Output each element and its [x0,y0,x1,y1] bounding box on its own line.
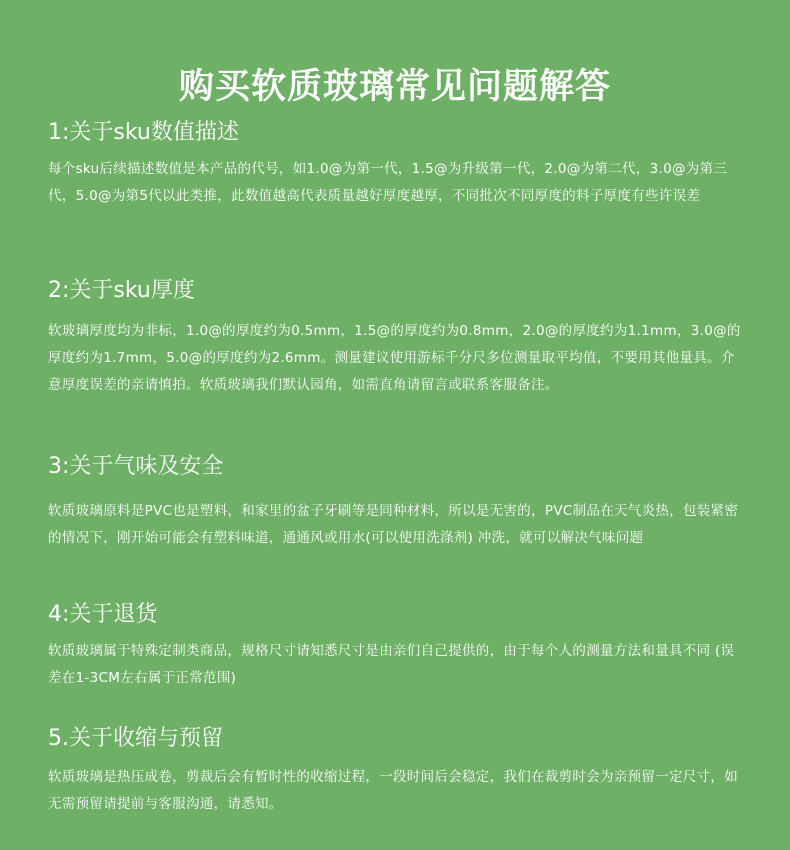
section-heading: 1:关于sku数值描述 [48,120,239,145]
faq-section-sku-value [48,118,748,210]
faq-section-sku-thickness [48,276,748,399]
section-heading: 5.关于收缩与预留 [48,726,223,751]
section-body: 软质玻璃原料是PVC也是塑料，和家里的盆子牙刷等是同种材料，所以是无害的，PVC制品在天气炎热，包装紧密的情况下，刚开始可能会有塑料味道，通通风或用水(可以使用洗涤剂) 冲洗，就可以解决气味问题 [48,503,739,546]
section-body: 软质玻璃是热压成卷，剪裁后会有暂时性的收缩过程，一段时间后会稳定，我们在裁剪时会为亲预留一定尺寸，如无需预留请提前与客服沟通，请悉知。 [48,769,738,812]
section-heading: 2:关于sku厚度 [48,278,195,303]
section-body: 每个sku后续描述数值是本产品的代号，如1.0@为第一代，1.5@为升级第一代，2.0@为第二代，3.0@为第三代，5.0@为第5代以此类推，此数值越高代表质量越好厚度越厚，不同批次不同厚度的料子厚度有些许误差 [48,161,728,204]
page-title: 购买软质玻璃常见问题解答 [178,67,611,108]
section-body: 软玻璃厚度均为非标，1.0@的厚度约为0.5mm，1.5@的厚度约为0.8mm，2.0@的厚度约为1.1mm，3.0@的厚度约为1.7mm，5.0@的厚度约为2.6mm。测量建议使用游标千分尺多位测量取平均值，不要用其他量具。介意厚度误差的亲请慎拍。软质玻璃我们默认园角，如需直角请留言或联系客服备注。 [48,323,741,393]
faq-section-returns [48,600,748,692]
faq-section-odor-safety [48,452,748,552]
faq-section-shrinkage [48,724,748,818]
section-body: 软质玻璃属于特殊定制类商品，规格尺寸请知悉尺寸是由亲们自己提供的，由于每个人的测量方法和量具不同 (误差在1-3CM左右属于正常范围) [48,643,735,686]
section-heading: 4:关于退货 [48,602,158,627]
section-heading: 3:关于气味及安全 [48,454,224,479]
